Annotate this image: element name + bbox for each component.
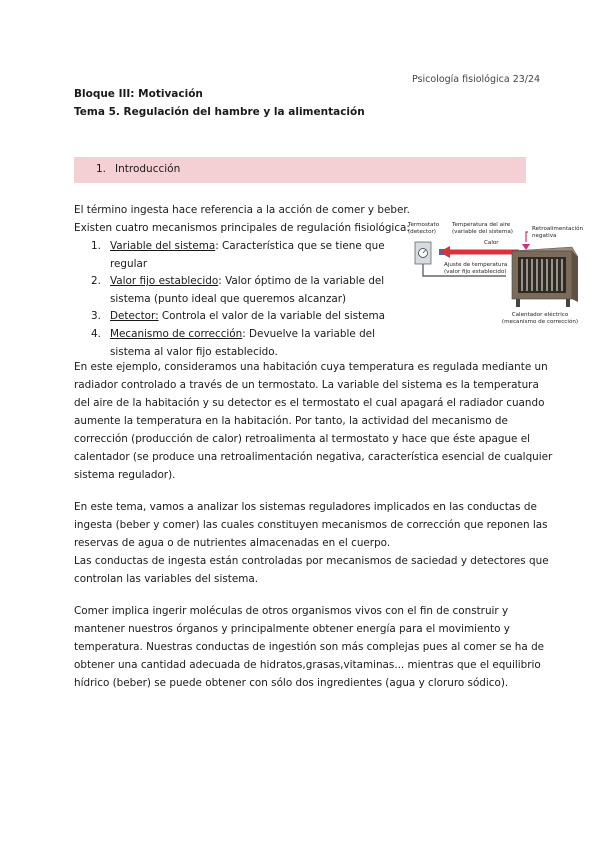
intro-line-1: El término ingesta hace referencia a la acción de comer y beber. — [74, 204, 410, 216]
list-item — [74, 326, 404, 361]
label-retroalimentacion: Retroalimentación negativa — [532, 226, 584, 239]
section-title: Introducción — [115, 163, 181, 175]
description: : Característica que se tiene que regular — [110, 240, 385, 270]
paragraph-3-line: obtener una cantidad adecuada de hidratos,grasas,vitaminas... mientras que el equilibrio — [74, 659, 541, 671]
paragraph-1-line: calentador (se produce una retroalimentación negativa, característica esencial de cualquier — [74, 451, 553, 463]
mechanism-list — [74, 238, 404, 361]
description: : Devuelve la variable del sistema al valor fijo establecido. — [110, 327, 375, 358]
list-number: 4. — [91, 327, 101, 340]
section-number: 1. — [96, 163, 107, 175]
thermostat-diagram — [406, 220, 586, 332]
paragraph-1-line: del aire de la habitación y su detector es el termostato el cual apagará el radiador cuando — [74, 397, 545, 409]
description: Controla el valor de la variable del sistema — [158, 310, 385, 323]
paragraph-1-line: aumente la temperatura en la habitación. Por tanto, la actividad del mecanismo de — [74, 415, 508, 427]
paragraph-2-line: controlan las variables del sistema. — [74, 573, 259, 585]
intro-line-2: Existen cuatro mecanismos principales de regulación fisiológica: — [74, 222, 410, 234]
label-calentador: Calentador eléctrico (mecanismo de corrección) — [501, 312, 579, 325]
paragraph-2-line: Las conductas de ingesta están controladas por mecanismos de saciedad y detectores que — [74, 555, 549, 567]
description: : Valor óptimo de la variable del sistema (punto ideal que queremos alcanzar) — [110, 275, 385, 305]
course-header: Psicología fisiológica 23/24 — [412, 74, 541, 85]
term: Mecanismo de corrección — [110, 327, 243, 340]
paragraph-3-line: hídrico (beber) se puede obtener con sólo dos ingredientes (agua y cloruro sódico). — [74, 677, 509, 689]
term: Detector: — [110, 310, 159, 323]
paragraph-3-line: Comer implica ingerir moléculas de otros organismos vivos con el fin de construir y — [74, 605, 509, 617]
paragraph-3-line: temperatura. Nuestras conductas de ingestión son más complejas pues al comer se ha de — [74, 641, 545, 653]
tema-title: Tema 5. Regulación del hambre y la alimentación — [74, 106, 365, 118]
paragraph-2-line: ingesta (beber y comer) las cuales constituyen mecanismos de corrección que reponen las — [74, 519, 548, 531]
term: Valor fijo establecido — [110, 275, 219, 288]
section-heading — [74, 157, 526, 183]
label-temperatura: Temperatura del aire (variable del sistema) — [452, 222, 513, 235]
bloque-title: Bloque III: Motivación — [74, 88, 203, 100]
feedback-arrow — [522, 244, 530, 250]
label-calor: Calor — [484, 240, 499, 246]
term: Variable del sistema — [110, 240, 216, 252]
list-item — [74, 238, 404, 273]
list-number: 3. — [91, 310, 101, 323]
list-number: 2. — [91, 275, 101, 288]
label-ajuste: Ajuste de temperatura (valor fijo establecido) — [444, 262, 508, 275]
paragraph-2-line: En este tema, vamos a analizar los sistemas reguladores implicados en las conductas de — [74, 501, 537, 513]
paragraph-3-line: mantener nuestros órganos y principalmente obtener energía para el movimiento y — [74, 623, 510, 635]
paragraph-1-line: En este ejemplo, consideramos una habitación cuya temperatura es regulada mediante un — [74, 361, 548, 373]
label-termostato: Termostato (detector) — [408, 222, 440, 235]
list-item — [74, 273, 404, 308]
heat-arrow — [439, 246, 519, 258]
paragraph-1-line: sistema regulador). — [74, 469, 176, 481]
paragraph-1-line: corrección (producción de calor) retroalimenta al termostato y hace que éste apague el — [74, 433, 531, 445]
list-item — [74, 308, 404, 326]
paragraph-2-line: reservas de agua o de nutrientes almacenadas en el cuerpo. — [74, 537, 391, 549]
list-number: 1. — [91, 240, 101, 252]
paragraph-1-line: radiador controlado a través de un termostato. La variable del sistema es la temperatura — [74, 379, 539, 391]
